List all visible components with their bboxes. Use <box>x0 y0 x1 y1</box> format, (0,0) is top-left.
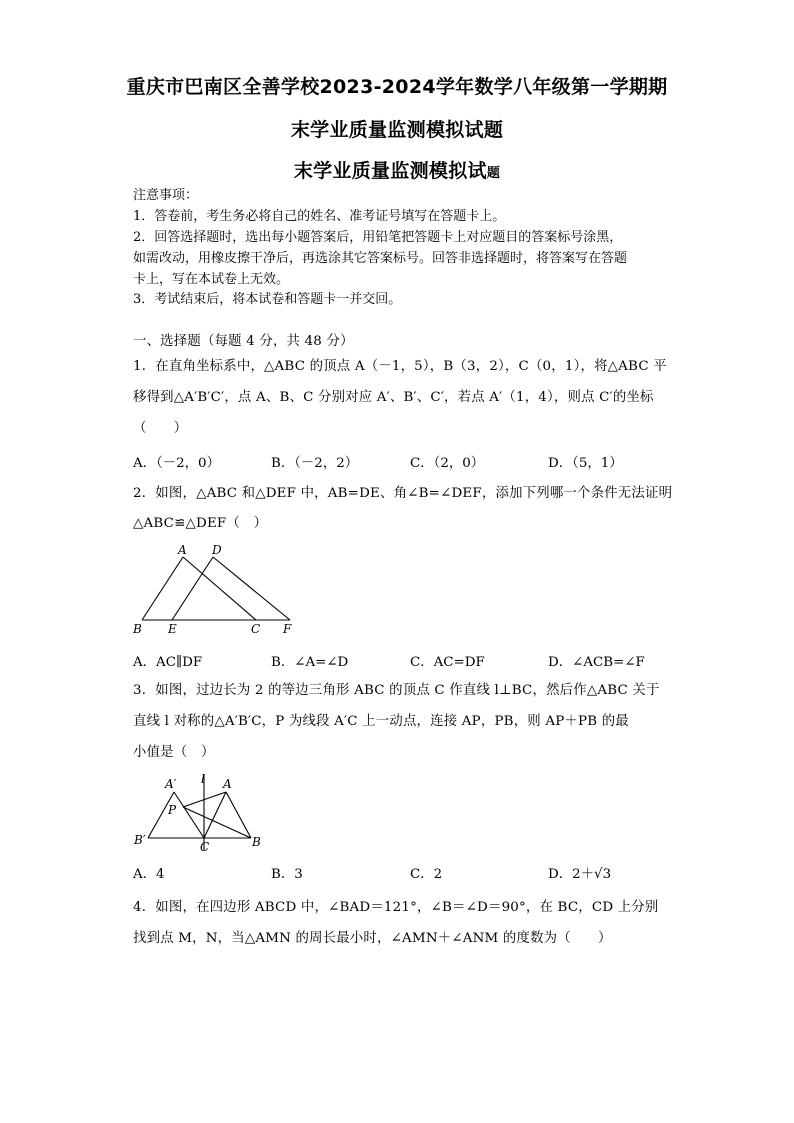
q2-line1: 2．如图，△ABC 和△DEF 中，AB=DE、角∠B=∠DEF，添加下列哪一个条件无法证明 <box>133 486 673 501</box>
q2-option-b: B．∠A=∠D <box>271 655 349 670</box>
q3-option-a: A．4 <box>133 867 165 882</box>
notice-item-2-cont: 如需改动，用橡皮擦干净后，再选涂其它答案标号。回答非选择题时，将答案写在答题 <box>133 251 628 266</box>
q4-line1: 4．如图，在四边形 ABCD 中，∠BAD＝121°，∠B＝∠D＝90°，在 BC，CD 上分别 <box>133 900 659 915</box>
q3-label-p: P <box>168 803 177 817</box>
section1-heading: 一、选择题（每题 4 分，共 48 分） <box>133 334 354 349</box>
notice-item-1: 1．答卷前，考生务必将自己的姓名、准考证号填写在答题卡上。 <box>133 209 506 224</box>
q2-label-c: C <box>251 622 261 636</box>
q2-label-b: B <box>133 622 142 636</box>
q3-option-b: B．3 <box>271 867 303 882</box>
exam-title-line3-main: 末学业质量监测模拟试 <box>293 160 487 182</box>
notice-item-3: 3．考试结束后，将本试卷和答题卡一并交回。 <box>133 292 402 307</box>
q2-line-ba <box>142 557 183 620</box>
q1-option-a: A．（－2，0） <box>133 456 220 471</box>
q3-option-d: D．2＋√3 <box>548 867 612 882</box>
q1-option-b: B．（－2，2） <box>271 456 359 471</box>
exam-title-line2: 末学业质量监测模拟试题 <box>290 119 504 141</box>
q2-option-c: C．AC=DF <box>410 655 485 670</box>
q3-label-c: C <box>200 840 210 854</box>
q2-line-ed <box>172 557 213 620</box>
q3-label-b: B <box>252 835 261 849</box>
q3-option-c: C．2 <box>410 867 443 882</box>
notice-item-2-cont2: 卡上，写在本试卷上无效。 <box>133 272 290 287</box>
q3-label-a-prime: A′ <box>165 777 177 791</box>
q1-line1: 1．在直角坐标系中，△ABC 的顶点 A（－1，5），B（3，2），C（0，1），将△ABC 平 <box>133 359 667 374</box>
q2-figure <box>128 540 298 640</box>
q3-line2: 直线 l 对称的△A′B′C，P 为线段 A′C 上一动点，连接 AP，PB，则 AP＋PB 的最 <box>133 714 629 729</box>
q3-line-ab <box>226 792 251 838</box>
q2-option-a: A．AC∥DF <box>133 655 203 670</box>
q2-label-a: A <box>178 543 187 557</box>
q1-option-c: C．（2，0） <box>410 456 485 471</box>
q3-line3: 小值是（ ） <box>133 745 215 760</box>
q3-figure <box>130 770 270 855</box>
q3-line1: 3．如图，过边长为 2 的等边三角形 ABC 的顶点 C 作直线 l⊥BC，然后作△ABC 关于 <box>133 683 660 698</box>
exam-title-line1: 重庆市巴南区全善学校2023-2024学年数学八年级第一学期期 <box>126 76 668 98</box>
q4-line2: 找到点 M，N，当△AMN 的周长最小时，∠AMN＋∠ANM 的度数为（ ） <box>133 931 612 946</box>
q3-label-b-prime: B′ <box>134 833 146 847</box>
q2-label-d: D <box>212 543 222 557</box>
q2-line2: △ABC≌△DEF（ ） <box>133 516 268 531</box>
exam-title-line3 <box>0 156 794 183</box>
notice-item-2: 2．回答选择题时，选出每小题答案后，用铅笔把答题卡上对应题目的答案标号涂黑， <box>133 230 623 245</box>
q1-line2: 移得到△A′B′C′，点 A、B、C 分别对应 A′、B′、C′，若点 A′（1，4），则点 C′的坐标 <box>133 390 654 405</box>
notice-heading: 注意事项： <box>133 188 199 203</box>
q3-label-a: A <box>223 777 232 791</box>
q2-label-f: F <box>283 622 292 636</box>
q2-label-e: E <box>168 622 177 636</box>
q1-option-d: D．（5，1） <box>548 456 623 471</box>
q1-line3: （ ） <box>133 421 188 436</box>
q3-label-l: l <box>201 772 205 786</box>
q2-option-d: D．∠ACB=∠F <box>548 655 645 670</box>
q2-line-ac <box>183 557 256 620</box>
q2-line-df <box>213 557 290 620</box>
exam-title-line3-small: 题 <box>486 166 501 181</box>
